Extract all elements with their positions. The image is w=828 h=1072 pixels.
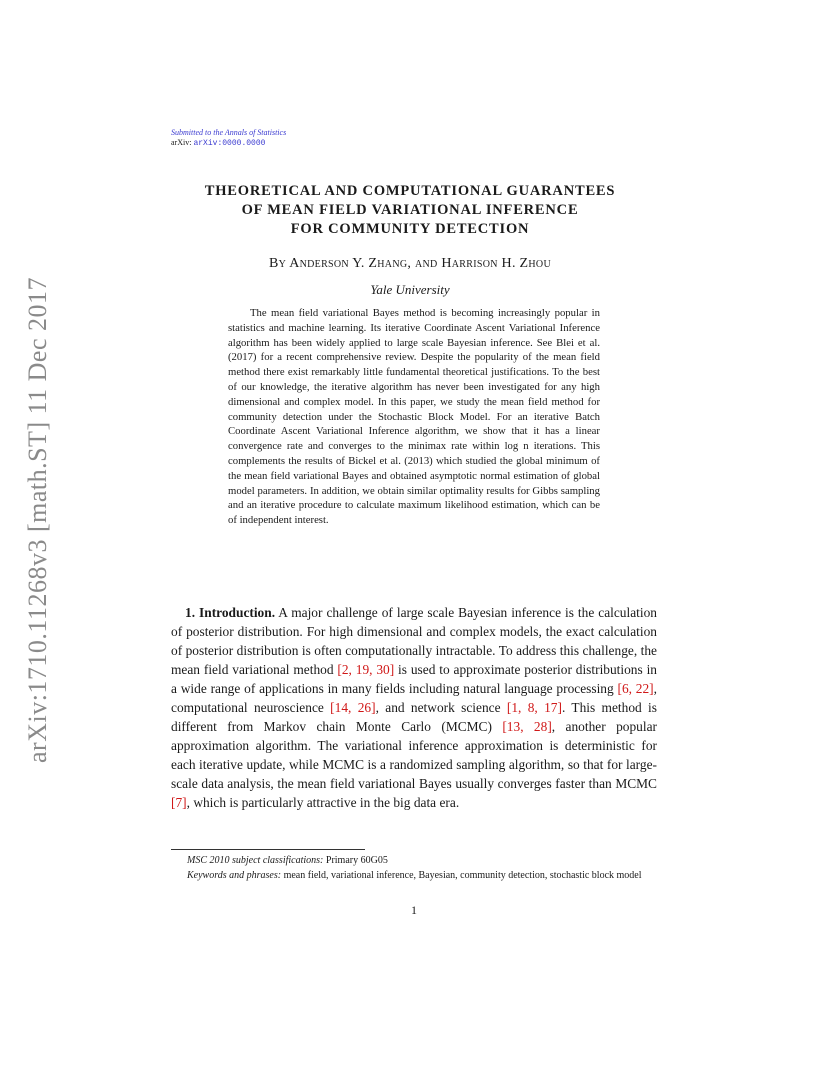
- keywords-value: mean field, variational inference, Bayesian, community detection, stochastic block model: [281, 870, 642, 881]
- arxiv-prefix: arXiv:: [171, 138, 194, 147]
- title-line-1: THEORETICAL AND COMPUTATIONAL GUARANTEES: [204, 183, 616, 199]
- citation-link[interactable]: [6, 22]: [617, 681, 654, 696]
- arxiv-id-line: [171, 138, 286, 149]
- msc-label: MSC 2010 subject classifications:: [187, 855, 324, 866]
- citation-link[interactable]: [13, 28]: [502, 719, 552, 734]
- keywords-footnote: [171, 868, 657, 883]
- msc-footnote: [171, 853, 657, 868]
- introduction-paragraph: [171, 603, 657, 812]
- footnotes: [171, 853, 657, 883]
- title-line-2: OF MEAN FIELD VARIATIONAL INFERENCE: [241, 202, 579, 218]
- journal-link[interactable]: Submitted to the Annals of Statistics: [171, 128, 287, 137]
- title-line-3: FOR COMMUNITY DETECTION: [290, 221, 530, 237]
- intro-text-3: , computational neuroscience: [171, 681, 657, 715]
- affiliation: Yale University: [370, 282, 450, 297]
- intro-text-7: , which is particularly attractive in the big data era.: [186, 795, 460, 810]
- citation-link[interactable]: [2, 19, 30]: [337, 662, 395, 677]
- citation-link[interactable]: [7]: [171, 795, 187, 810]
- msc-value: Primary 60G05: [323, 855, 388, 866]
- author-list: By Anderson Y. Zhang, and Harrison H. Zhou: [269, 256, 551, 271]
- page-number: 1: [411, 903, 417, 917]
- footnote-rule: [171, 849, 365, 850]
- arxiv-stamp-text: arXiv:1710.11268v3 [math.ST] 11 Dec 2017: [23, 277, 52, 763]
- section-heading: 1. Introduction.: [185, 605, 276, 620]
- intro-text-6: , another popular approximation algorithm. The variational inference approximation is deterministic for each iterative update, while MCMC is a randomized sampling algorithm, so that for large-scale data analysis, the mean field variational Bayes usually converges faster than MCMC: [171, 719, 657, 791]
- abstract: The mean field variational Bayes method is becoming increasingly popular in statistics and machine learning. Its iterative Coordinate Ascent Variational Inference algorithm has been widely applied to large scale Bayesian inference. See Blei et al. (2017) for a recent comprehensive review. Despite the popularity of the mean field method there exist remarkably little fundamental theoretical justifications. To the best of our knowledge, the iterative algorithm has never been investigated for any high dimensional and complex model. In this paper, we study the mean field method for community detection under the Stochastic Block Model. For an iterative Batch Coordinate Ascent Variational Inference algorithm, we show that it has a linear convergence rate and converges to the minimax rate within log n iterations. This complements the results of Bickel et al. (2013) which studied the global minimum of the mean field variational Bayes and obtained asymptotic normal estimation of global model parameters. In addition, we obtain similar optimality results for Gibbs sampling and an iterative procedure to calculate maximum likelihood estimation, which can be of independent interest.: [228, 307, 600, 527]
- arxiv-sidebar-stamp: [8, 270, 68, 770]
- intro-text-1: A major challenge of large scale Bayesian inference is the calculation of posterior distribution. For high dimensional and complex models, the exact calculation of posterior distribution is often computationally intractable. To address this challenge, the mean field variational method: [171, 605, 657, 677]
- paper-title: [150, 182, 670, 239]
- arxiv-id-link[interactable]: arXiv:0000.0000: [193, 139, 266, 148]
- keywords-label: Keywords and phrases:: [187, 870, 282, 881]
- submission-note: [171, 128, 286, 149]
- intro-text-5: . This method is different from Markov chain Monte Carlo (MCMC): [171, 700, 657, 734]
- intro-text-4: , and network science: [375, 700, 507, 715]
- citation-link[interactable]: [14, 26]: [330, 700, 376, 715]
- citation-link[interactable]: [1, 8, 17]: [506, 700, 562, 715]
- intro-text-2: is used to approximate posterior distributions in a wide range of applications in many fields including natural language processing: [171, 662, 657, 696]
